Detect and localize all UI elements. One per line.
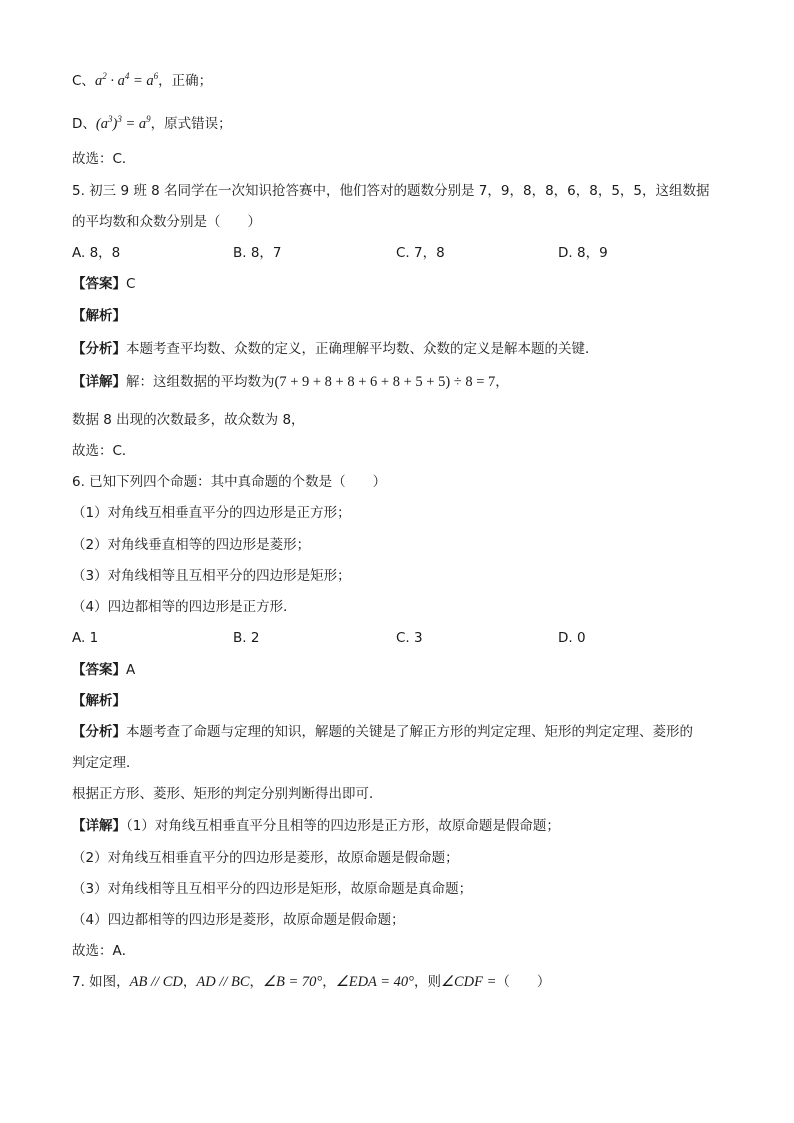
q5-detail-suffix: ， xyxy=(495,374,509,390)
q6-detail-4: （4）四边都相等的四边形是菱形，故原命题是假命题； xyxy=(72,912,405,928)
q5-stem-line2: 的平均数和众数分别是（ ） xyxy=(72,214,261,230)
q6-choice-a: A. 1 xyxy=(72,630,99,646)
q5-stem-line1: 5. 初三 9 班 8 名同学在一次知识抢答赛中，他们答对的题数分别是 7，9，8，8，6，8，5，5，这组数据 xyxy=(72,183,710,199)
q7-stem xyxy=(72,972,550,992)
q6-detail-tag: 【详解】 xyxy=(72,818,126,834)
q6-fenxi-line1 xyxy=(72,722,693,742)
q5-choice-d: D. 8，9 xyxy=(558,245,608,261)
q6-detail-3: （3）对角线相等且互相平分的四边形是矩形，故原命题是真命题； xyxy=(72,881,473,897)
q4-option-d xyxy=(72,114,232,134)
q6-detail-1-text: （1）对角线互相垂直平分且相等的四边形是正方形，故原命题是假命题； xyxy=(126,818,560,834)
q4-final-answer: 故选：C． xyxy=(72,151,136,167)
q5-detail xyxy=(72,372,509,392)
q5-analysis-heading xyxy=(72,306,126,326)
q6-proposition-2: （2）对角线垂直相等的四边形是菱形； xyxy=(72,537,311,553)
q5-answer-value: C xyxy=(126,276,136,292)
q5-fenxi-text: 本题考查平均数、众数的定义，正确理解平均数、众数的定义是解本题的关键． xyxy=(126,341,599,357)
q6-fenxi-text-1: 本题考查了命题与定理的知识，解题的关键是了解正方形的判定定理、矩形的判定定理、菱形的 xyxy=(126,724,693,740)
q6-proposition-1: （1）对角线互相垂直平分的四边形是正方形； xyxy=(72,505,351,521)
q7-sep-3: ， xyxy=(322,974,336,990)
q6-proposition-4: （4）四边都相等的四边形是正方形． xyxy=(72,599,297,615)
q4-option-c-prefix: C、 xyxy=(72,73,95,89)
q5-fenxi xyxy=(72,339,599,359)
q6-answer xyxy=(72,660,135,680)
q4-option-d-prefix: D、 xyxy=(72,116,96,132)
q7-condition-1: AB // CD xyxy=(129,974,183,990)
q4-option-d-formula: $(a^3)^3 = a^9$ xyxy=(95,114,151,132)
q5-detail-formula: (7 + 9 + 8 + 8 + 6 + 8 + 5 + 5) ÷ 8 = 7 xyxy=(274,374,496,390)
q7-condition-3: ∠B = 70° xyxy=(263,974,323,990)
q6-fenxi-line2: 判定定理． xyxy=(72,755,140,771)
q6-analysis-heading xyxy=(72,691,126,711)
q5-detail-tag: 【详解】 xyxy=(72,374,126,390)
q5-answer-tag: 【答案】 xyxy=(72,276,126,292)
q6-answer-tag: 【答案】 xyxy=(72,662,126,678)
q6-basis-line: 根据正方形、菱形、矩形的判定分别判断得出即可． xyxy=(72,786,383,802)
q7-number: 7. 如图， xyxy=(72,974,130,990)
q5-answer xyxy=(72,274,135,294)
q7-blank: （ ） xyxy=(496,974,551,990)
q6-choice-c: C. 3 xyxy=(396,630,423,646)
q4-option-d-suffix: ，原式错误； xyxy=(150,116,232,132)
q6-proposition-3: （3）对角线相等且互相平分的四边形是矩形； xyxy=(72,568,351,584)
q5-detail-prefix: 解：这组数据的平均数为 xyxy=(126,374,275,390)
q5-final-answer: 故选：C． xyxy=(72,443,136,459)
q7-sep-1: ， xyxy=(182,974,197,990)
q6-answer-value: A xyxy=(126,662,136,678)
q6-choice-d: D. 0 xyxy=(558,630,586,646)
q7-condition-4: ∠EDA = 40° xyxy=(335,974,414,990)
q6-choice-b: B. 2 xyxy=(233,630,260,646)
q5-choice-c: C. 7，8 xyxy=(396,245,445,261)
q6-detail-1 xyxy=(72,816,560,836)
q5-choice-a: A. 8，8 xyxy=(72,245,121,261)
q6-final-answer: 故选：A． xyxy=(72,943,136,959)
q5-analysis-tag: 【解析】 xyxy=(72,308,126,324)
q5-mode-line: 数据 8 出现的次数最多，故众数为 8， xyxy=(72,412,305,428)
q4-option-c-suffix: ，正确； xyxy=(158,73,213,89)
q7-sep-4: ，则 xyxy=(413,974,441,990)
q4-option-c-formula: $a^2 \cdot a^4 = a^6$ xyxy=(94,71,159,89)
q6-stem: 6. 已知下列四个命题：其中真命题的个数是（ ） xyxy=(72,474,387,490)
q7-condition-2: AD // BC xyxy=(196,974,250,990)
q5-choice-b: B. 8，7 xyxy=(233,245,282,261)
q5-fenxi-tag: 【分析】 xyxy=(72,341,126,357)
q6-detail-2: （2）对角线互相垂直平分的四边形是菱形，故原命题是假命题； xyxy=(72,850,459,866)
q6-analysis-tag: 【解析】 xyxy=(72,693,126,709)
q6-fenxi-tag: 【分析】 xyxy=(72,724,126,740)
q7-sep-2: ， xyxy=(249,974,264,990)
q7-unknown-angle: ∠CDF = xyxy=(440,974,497,990)
q4-option-c xyxy=(72,71,212,91)
